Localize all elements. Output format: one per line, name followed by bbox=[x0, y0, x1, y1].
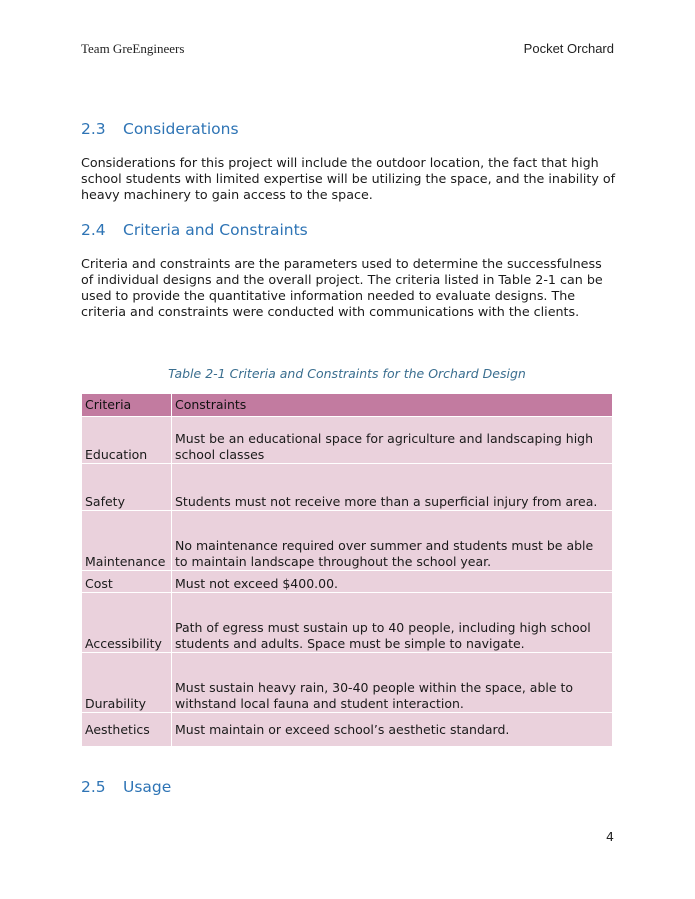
constraint-cell: Must maintain or exceed school’s aesthetic standard. bbox=[172, 713, 613, 747]
table-row bbox=[82, 464, 613, 511]
header-project-name: Pocket Orchard bbox=[523, 41, 614, 56]
table-row bbox=[82, 417, 613, 464]
table-row bbox=[82, 713, 613, 747]
constraint-cell: No maintenance required over summer and students must be able to maintain landscape throughout the school year. bbox=[172, 511, 613, 571]
criteria-cell: Maintenance bbox=[82, 511, 172, 571]
table-row bbox=[82, 653, 613, 713]
constraint-cell: Must be an educational space for agriculture and landscaping high school classes bbox=[172, 417, 613, 464]
table-row bbox=[82, 511, 613, 571]
constraint-cell: Path of egress must sustain up to 40 people, including high school students and adults. Space must be simple to navigate. bbox=[172, 593, 613, 653]
section-number: 2.5 bbox=[81, 778, 106, 796]
header-team-name: Team GreEngineers bbox=[81, 41, 185, 56]
constraint-cell: Must not exceed $400.00. bbox=[172, 571, 613, 593]
section-number: 2.3 bbox=[81, 120, 106, 138]
section-heading-usage bbox=[81, 778, 171, 796]
criteria-cell: Safety bbox=[82, 464, 172, 511]
page-number: 4 bbox=[606, 829, 614, 844]
column-header-constraints: Constraints bbox=[172, 394, 613, 417]
section-heading-considerations bbox=[81, 120, 239, 138]
criteria-cell: Aesthetics bbox=[82, 713, 172, 747]
constraint-cell: Must sustain heavy rain, 30-40 people within the space, able to withstand local fauna and student interaction. bbox=[172, 653, 613, 713]
table-caption: Table 2-1 Criteria and Constraints for the Orchard Design bbox=[168, 366, 526, 381]
section-title: Usage bbox=[123, 778, 172, 796]
criteria-table bbox=[81, 393, 613, 747]
column-header-criteria: Criteria bbox=[82, 394, 172, 417]
considerations-paragraph: Considerations for this project will include the outdoor location, the fact that high school students with limited expertise will be utilizing the space, and the inability of heavy machinery to gain access to the space. bbox=[81, 155, 616, 202]
criteria-cell: Education bbox=[82, 417, 172, 464]
table-row bbox=[82, 571, 613, 593]
criteria-cell: Accessibility bbox=[82, 593, 172, 653]
table-header-row bbox=[82, 394, 613, 417]
section-heading-criteria bbox=[81, 221, 308, 239]
section-title: Considerations bbox=[123, 120, 239, 138]
section-number: 2.4 bbox=[81, 221, 106, 239]
criteria-cell: Cost bbox=[82, 571, 172, 593]
criteria-cell: Durability bbox=[82, 653, 172, 713]
table-row bbox=[82, 593, 613, 653]
section-title: Criteria and Constraints bbox=[123, 221, 308, 239]
criteria-paragraph: Criteria and constraints are the parameters used to determine the successfulness of individual designs and the overall project. The criteria listed in Table 2-1 can be used to provide the quantitative information needed to evaluate designs. The criteria and constraints were conducted with communications with the clients. bbox=[81, 256, 603, 319]
constraint-cell: Students must not receive more than a superficial injury from area. bbox=[172, 464, 613, 511]
